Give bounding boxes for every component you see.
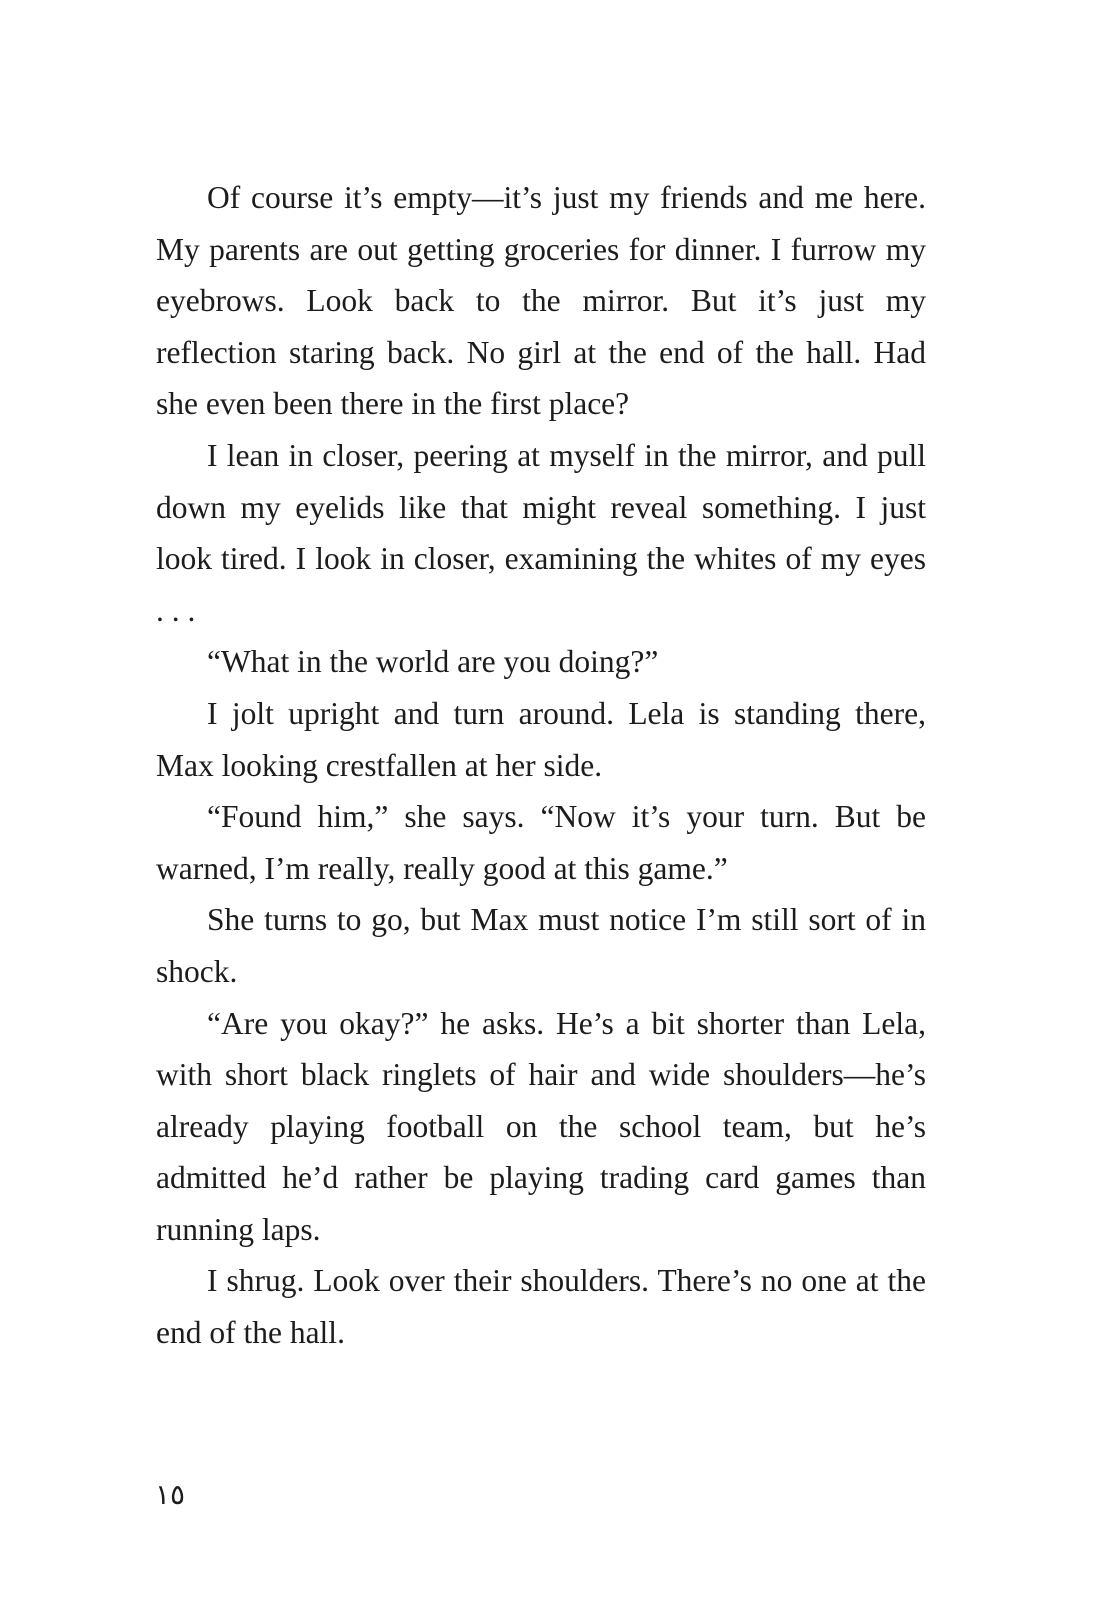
paragraph-1: Of course it’s empty—it’s just my friends and me here. My parents are out getting groceries for dinner. I furrow my eyebrows. Look back to the mirror. But it’s just my reflection staring back. No girl at the end of the hall. Had she even been there in the first place? — [156, 180, 926, 422]
paragraph-2: I lean in closer, peering at myself in the mirror, and pull down my eyelids like that might reveal something. I just look tired. I look in closer, examining the whites of my eyes . . . — [156, 437, 926, 628]
paragraph-8: I shrug. Look over their shoulders. There’s no one at the end of the hall. — [156, 1263, 926, 1351]
paragraph-4: I jolt upright and turn around. Lela is standing there, Max looking crestfallen at her side. — [156, 695, 926, 783]
paragraph-5: “Found him,” she says. “Now it’s your turn. But be warned, I’m really, really good at this game.” — [156, 799, 926, 886]
body-text — [156, 172, 926, 1359]
paragraph-6: She turns to go, but Max must notice I’m still sort of in shock. — [156, 902, 926, 989]
page-number: ١٥ — [155, 1478, 186, 1511]
paragraph-3: “What in the world are you doing?” — [207, 644, 659, 680]
paragraph-7: “Are you okay?” he asks. He’s a bit shorter than Lela, with short black ringlets of hair and wide shoulders—he’s already playing football on the school team, but he’s admitted he’d rather be playing trading card games than running laps. — [156, 1005, 926, 1247]
